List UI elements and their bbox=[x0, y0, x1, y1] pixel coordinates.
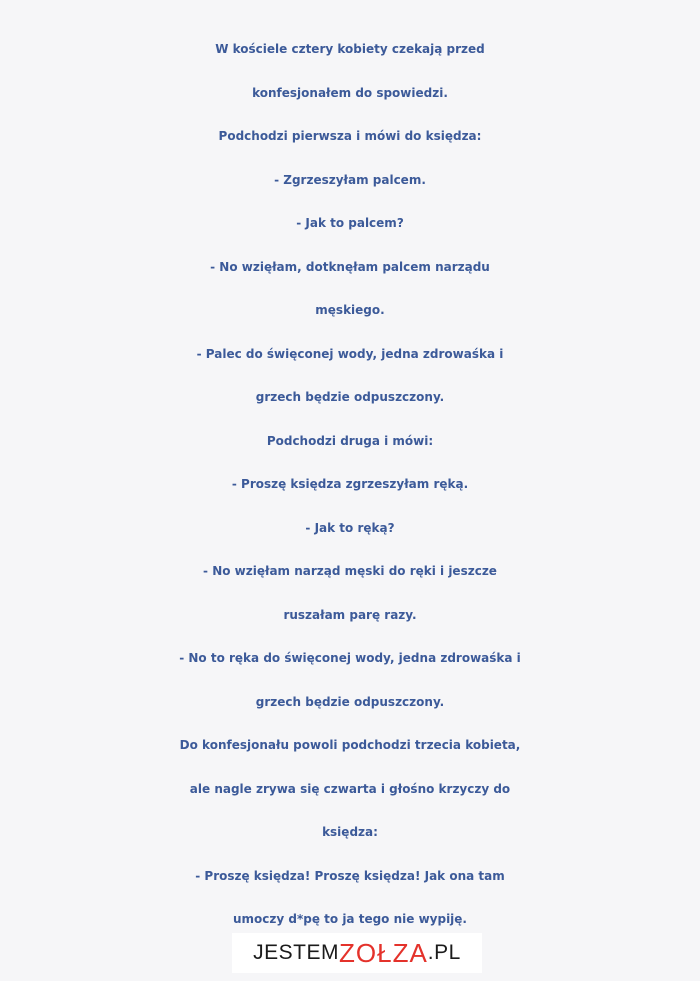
joke-line: Podchodzi druga i mówi: bbox=[266, 433, 434, 448]
joke-line: W kościele cztery kobiety czekają przed bbox=[215, 42, 485, 56]
joke-line: Podchodzi pierwsza i mówi do księdza: bbox=[218, 129, 482, 143]
joke-line: - No wzięłam narząd męski do ręki i jeszcze bbox=[203, 564, 497, 578]
joke-line: konfesjonałem do spowiedzi. bbox=[252, 85, 448, 100]
joke-line: Do konfesjonału powoli podchodzi trzecia kobieta, bbox=[179, 738, 521, 752]
joke-line: ruszałam parę razy. bbox=[283, 607, 417, 622]
joke-line: umoczy d*pę to ja tego nie wypiję. bbox=[233, 912, 467, 926]
joke-line: - Proszę księdza zgrzeszyłam ręką. bbox=[231, 477, 469, 491]
joke-line: - No to ręka do święconej wody, jedna zdrowaśka i bbox=[179, 651, 521, 665]
watermark-logo bbox=[232, 933, 482, 973]
joke-text bbox=[0, 28, 700, 942]
watermark-part-b: ZOŁZA bbox=[339, 937, 428, 968]
joke-line: męskiego. bbox=[315, 303, 385, 317]
joke-line: grzech będzie odpuszczony. bbox=[255, 694, 445, 709]
joke-line: - No wzięłam, dotknęłam palcem narządu bbox=[210, 259, 490, 274]
joke-line: księdza: bbox=[322, 825, 378, 839]
joke-line: - Zgrzeszyłam palcem. bbox=[274, 172, 426, 187]
joke-line: - Jak to ręką? bbox=[305, 520, 395, 535]
joke-line: ale nagle zrywa się czwarta i głośno krzyczy do bbox=[189, 781, 511, 796]
watermark-part-c: .PL bbox=[427, 941, 461, 964]
watermark-part-a: JESTEM bbox=[253, 941, 339, 964]
joke-line: grzech będzie odpuszczony. bbox=[255, 390, 445, 404]
joke-line: - Jak to palcem? bbox=[296, 216, 404, 230]
joke-line: - Proszę księdza! Proszę księdza! Jak ona tam bbox=[195, 868, 505, 883]
joke-line: - Palec do święconej wody, jedna zdrowaśka i bbox=[196, 346, 504, 361]
